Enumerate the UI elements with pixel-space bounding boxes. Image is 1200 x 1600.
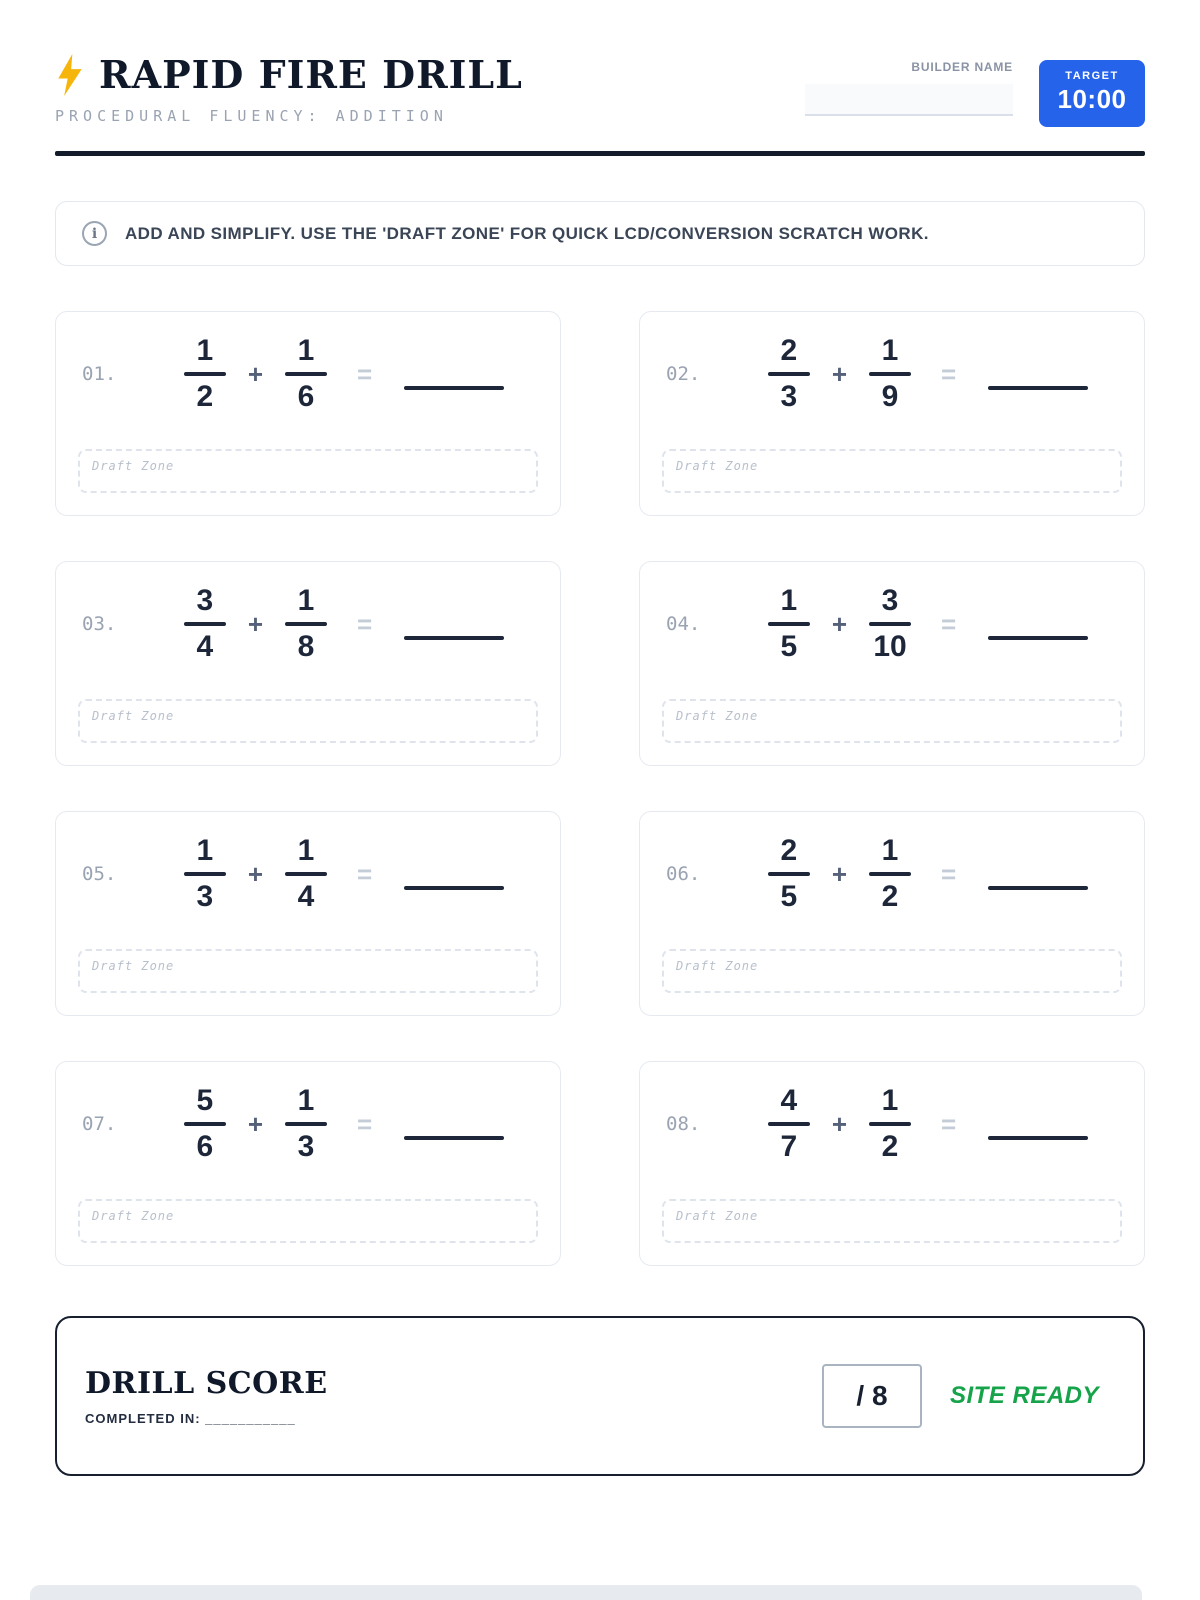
fraction-bar xyxy=(184,372,226,376)
score-right xyxy=(822,1364,1099,1428)
denominator: 4 xyxy=(297,880,315,913)
draft-zone[interactable] xyxy=(78,699,538,743)
builder-name-label: BUILDER NAME xyxy=(911,60,1013,74)
fraction-second xyxy=(869,586,911,662)
fraction-second xyxy=(869,836,911,912)
draft-zone-label: Draft Zone xyxy=(676,459,759,473)
builder-name-input[interactable] xyxy=(805,84,1013,116)
draft-zone-label: Draft Zone xyxy=(92,1209,175,1223)
plus-sign: + xyxy=(247,858,263,889)
fraction-bar xyxy=(869,872,911,876)
header xyxy=(55,52,1145,127)
fraction-first xyxy=(768,836,810,912)
fraction-bar xyxy=(184,872,226,876)
answer-blank[interactable] xyxy=(404,636,504,640)
expression xyxy=(738,836,1118,912)
draft-zone[interactable] xyxy=(662,449,1122,493)
problem-number: 08. xyxy=(666,1113,701,1135)
denominator: 3 xyxy=(196,880,214,913)
header-right xyxy=(805,52,1145,127)
problem-number: 06. xyxy=(666,863,701,885)
numerator: 1 xyxy=(297,584,315,617)
problem-row xyxy=(78,836,538,912)
draft-zone[interactable] xyxy=(78,949,538,993)
problem-row xyxy=(78,1086,538,1162)
fraction-bar xyxy=(285,872,327,876)
numerator: 1 xyxy=(297,1084,315,1117)
denominator: 6 xyxy=(196,1130,214,1163)
fraction-bar xyxy=(285,622,327,626)
fraction-first xyxy=(768,586,810,662)
draft-zone[interactable] xyxy=(78,1199,538,1243)
fraction-bar xyxy=(184,622,226,626)
completed-in-label: COMPLETED IN: ___________ xyxy=(85,1411,296,1426)
problem-card-08 xyxy=(639,1061,1145,1266)
equals-sign: = xyxy=(941,358,957,389)
score-title: DRILL SCORE xyxy=(85,1366,328,1401)
plus-sign: + xyxy=(831,1108,847,1139)
header-divider xyxy=(55,151,1145,156)
plus-sign: + xyxy=(247,608,263,639)
info-icon: i xyxy=(82,221,107,246)
fraction-first xyxy=(184,836,226,912)
expression xyxy=(738,586,1118,662)
equals-sign: = xyxy=(941,608,957,639)
answer-blank[interactable] xyxy=(988,1136,1088,1140)
plus-sign: + xyxy=(247,358,263,389)
page-bottom-strip xyxy=(30,1585,1142,1600)
fraction-first xyxy=(184,1086,226,1162)
target-timer-badge xyxy=(1039,60,1145,127)
problem-number: 04. xyxy=(666,613,701,635)
problems-grid xyxy=(55,311,1145,1266)
draft-zone[interactable] xyxy=(662,1199,1122,1243)
draft-zone[interactable] xyxy=(662,949,1122,993)
status-badge: SITE READY xyxy=(949,1382,1099,1409)
denominator: 2 xyxy=(196,380,214,413)
draft-zone-label: Draft Zone xyxy=(92,959,175,973)
draft-zone-label: Draft Zone xyxy=(676,709,759,723)
instruction-text: ADD AND SIMPLIFY. USE THE 'DRAFT ZONE' FOR QUICK LCD/CONVERSION SCRATCH WORK. xyxy=(125,223,929,243)
problem-row xyxy=(662,836,1122,912)
denominator: 10 xyxy=(873,630,907,663)
draft-zone[interactable] xyxy=(78,449,538,493)
lightning-bolt-icon xyxy=(55,54,85,96)
fraction-second xyxy=(285,586,327,662)
equals-sign: = xyxy=(357,608,373,639)
plus-sign: + xyxy=(831,608,847,639)
denominator: 3 xyxy=(297,1130,315,1163)
denominator: 2 xyxy=(881,1130,899,1163)
problem-card-07 xyxy=(55,1061,561,1266)
equals-sign: = xyxy=(357,358,373,389)
expression xyxy=(154,1086,534,1162)
draft-zone-label: Draft Zone xyxy=(92,709,175,723)
problem-row xyxy=(662,586,1122,662)
answer-blank[interactable] xyxy=(988,386,1088,390)
fraction-first xyxy=(768,1086,810,1162)
denominator: 9 xyxy=(881,380,899,413)
problem-number: 02. xyxy=(666,363,701,385)
numerator: 1 xyxy=(297,834,315,867)
problem-number: 05. xyxy=(82,863,117,885)
fraction-second xyxy=(869,1086,911,1162)
expression xyxy=(738,1086,1118,1162)
numerator: 1 xyxy=(196,334,214,367)
problem-card-03 xyxy=(55,561,561,766)
expression xyxy=(738,336,1118,412)
problem-card-02 xyxy=(639,311,1145,516)
problem-row xyxy=(662,336,1122,412)
draft-zone[interactable] xyxy=(662,699,1122,743)
numerator: 1 xyxy=(881,1084,899,1117)
fraction-bar xyxy=(768,1122,810,1126)
fraction-first xyxy=(184,336,226,412)
equals-sign: = xyxy=(357,858,373,889)
denominator: 5 xyxy=(780,630,798,663)
problem-card-05 xyxy=(55,811,561,1016)
instruction-banner xyxy=(55,201,1145,266)
numerator: 1 xyxy=(881,334,899,367)
target-label: TARGET xyxy=(1065,70,1119,82)
problem-card-01 xyxy=(55,311,561,516)
draft-zone-label: Draft Zone xyxy=(676,959,759,973)
page-subtitle: PROCEDURAL FLUENCY: ADDITION xyxy=(55,107,448,125)
fraction-first xyxy=(184,586,226,662)
fraction-second xyxy=(869,336,911,412)
numerator: 1 xyxy=(297,334,315,367)
problem-number: 07. xyxy=(82,1113,117,1135)
draft-zone-label: Draft Zone xyxy=(92,459,175,473)
expression xyxy=(154,336,534,412)
page-title: RAPID FIRE DRILL xyxy=(99,52,523,97)
problem-number: 03. xyxy=(82,613,117,635)
denominator: 3 xyxy=(780,380,798,413)
problem-number: 01. xyxy=(82,363,117,385)
denominator: 5 xyxy=(780,880,798,913)
brand-block xyxy=(55,52,523,125)
numerator: 3 xyxy=(881,584,899,617)
fraction-bar xyxy=(869,372,911,376)
numerator: 2 xyxy=(780,334,798,367)
denominator: 6 xyxy=(297,380,315,413)
fraction-bar xyxy=(869,1122,911,1126)
fraction-second xyxy=(285,836,327,912)
denominator: 7 xyxy=(780,1130,798,1163)
fraction-first xyxy=(768,336,810,412)
fraction-second xyxy=(285,336,327,412)
equals-sign: = xyxy=(941,1108,957,1139)
expression xyxy=(154,586,534,662)
fraction-bar xyxy=(285,372,327,376)
fraction-bar xyxy=(768,872,810,876)
plus-sign: + xyxy=(831,858,847,889)
fraction-bar xyxy=(285,1122,327,1126)
plus-sign: + xyxy=(831,358,847,389)
target-time: 10:00 xyxy=(1057,84,1127,114)
numerator: 5 xyxy=(196,1084,214,1117)
expression xyxy=(154,836,534,912)
equals-sign: = xyxy=(941,858,957,889)
draft-zone-label: Draft Zone xyxy=(676,1209,759,1223)
numerator: 1 xyxy=(881,834,899,867)
problem-row xyxy=(78,586,538,662)
denominator: 8 xyxy=(297,630,315,663)
numerator: 4 xyxy=(780,1084,798,1117)
fraction-bar xyxy=(184,1122,226,1126)
builder-name-block xyxy=(805,60,1013,116)
fraction-bar xyxy=(768,622,810,626)
problem-card-06 xyxy=(639,811,1145,1016)
drill-score-panel xyxy=(55,1316,1145,1476)
answer-blank[interactable] xyxy=(404,886,504,890)
problem-row xyxy=(662,1086,1122,1162)
numerator: 3 xyxy=(196,584,214,617)
score-left xyxy=(85,1366,328,1426)
problem-card-04 xyxy=(639,561,1145,766)
fraction-bar xyxy=(869,622,911,626)
answer-blank[interactable] xyxy=(404,1136,504,1140)
numerator: 2 xyxy=(780,834,798,867)
answer-blank[interactable] xyxy=(988,636,1088,640)
score-entry-field[interactable]: / 8 xyxy=(822,1364,922,1428)
numerator: 1 xyxy=(780,584,798,617)
plus-sign: + xyxy=(247,1108,263,1139)
answer-blank[interactable] xyxy=(404,386,504,390)
numerator: 1 xyxy=(196,834,214,867)
equals-sign: = xyxy=(357,1108,373,1139)
problem-row xyxy=(78,336,538,412)
denominator: 4 xyxy=(196,630,214,663)
answer-blank[interactable] xyxy=(988,886,1088,890)
fraction-bar xyxy=(768,372,810,376)
denominator: 2 xyxy=(881,880,899,913)
fraction-second xyxy=(285,1086,327,1162)
